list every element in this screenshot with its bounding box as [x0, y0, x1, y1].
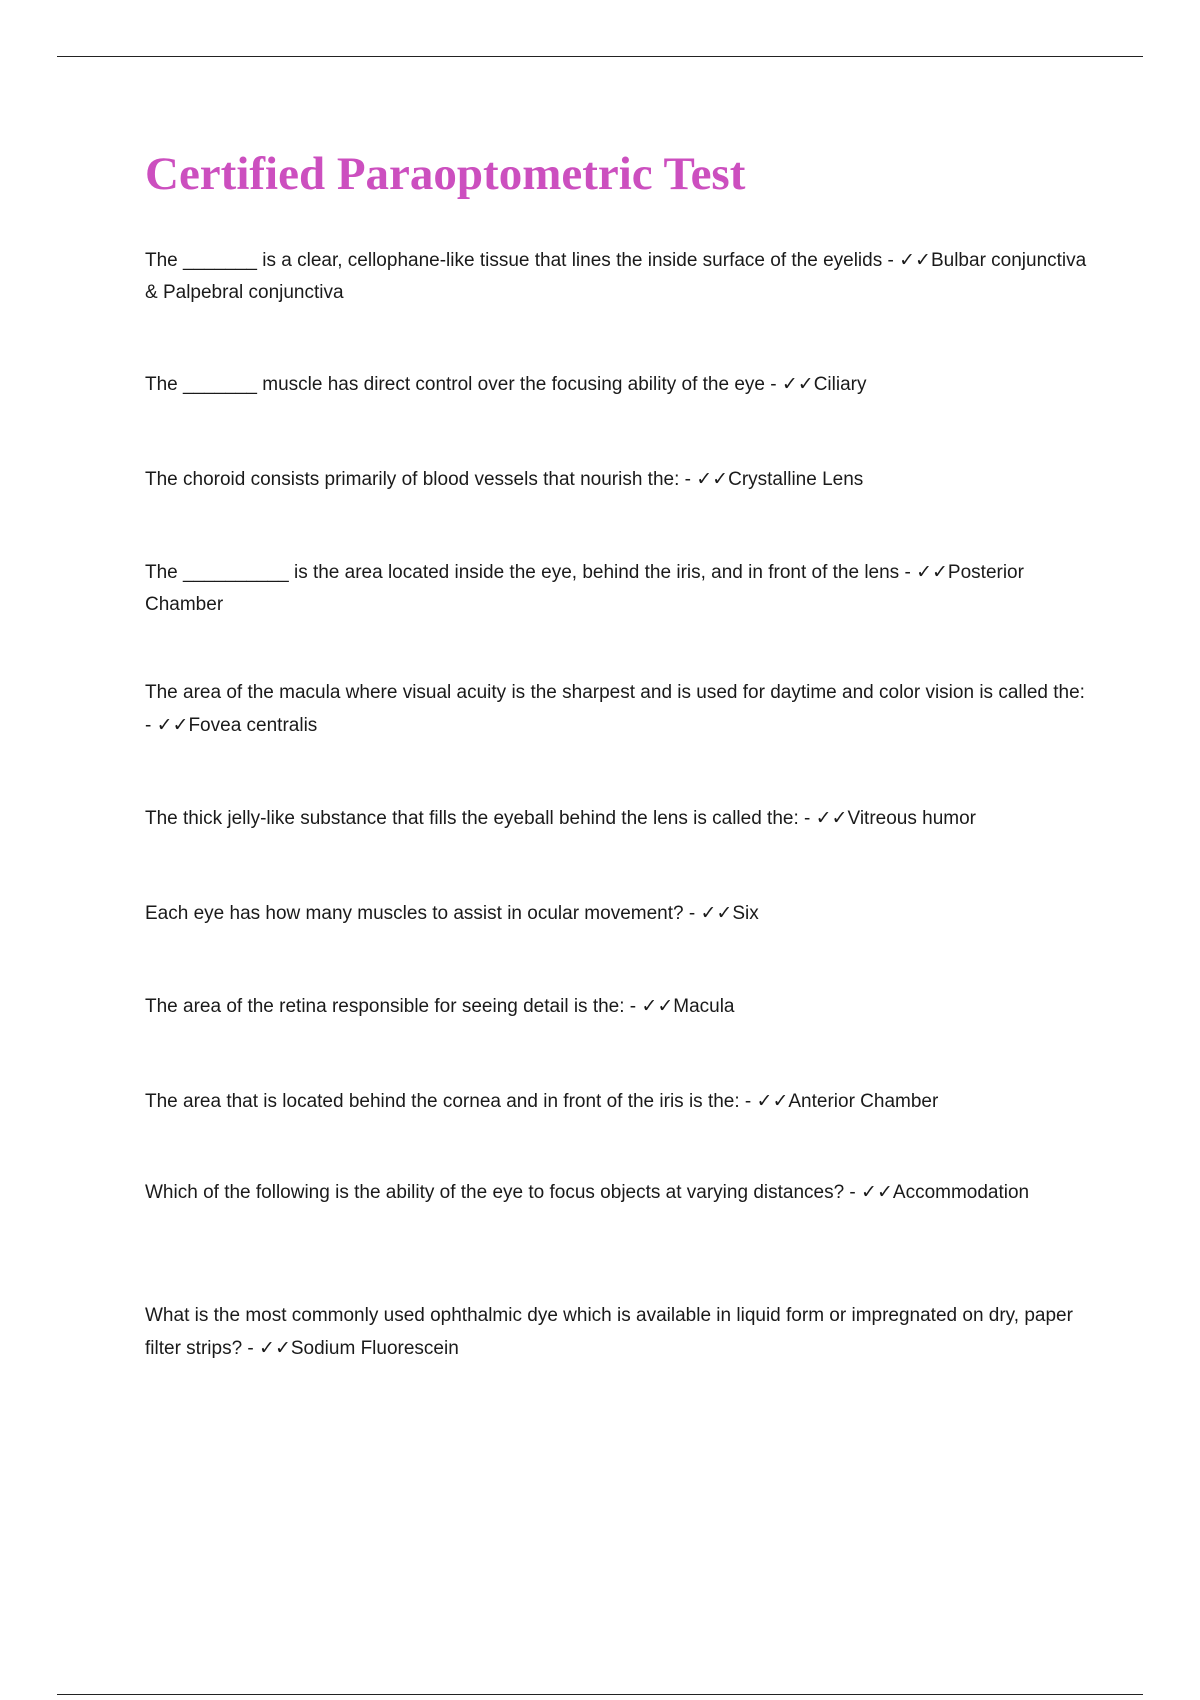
double-check-icon: ✓✓	[861, 1181, 893, 1203]
question-text: The __________ is the area located inside the eye, behind the iris, and in front of the lens -	[145, 562, 911, 583]
qa-item	[145, 244, 1095, 309]
qa-item	[145, 463, 1095, 496]
answer-text: Sodium Fluorescein	[290, 1338, 459, 1359]
answer-text: Six	[732, 903, 759, 924]
qa-item	[145, 802, 1095, 835]
bottom-divider	[57, 1694, 1143, 1695]
double-check-icon: ✓✓	[899, 249, 931, 271]
double-check-icon: ✓✓	[916, 561, 948, 583]
double-check-icon: ✓✓	[259, 1337, 291, 1359]
double-check-icon: ✓✓	[756, 1090, 789, 1112]
double-check-icon: ✓✓	[641, 995, 674, 1017]
top-divider	[57, 56, 1143, 57]
question-text: The area of the retina responsible for seeing detail is the: -	[145, 996, 637, 1017]
question-text: The area that is located behind the cornea and in front of the iris is the: -	[145, 1091, 752, 1112]
question-text: Each eye has how many muscles to assist in ocular movement? -	[145, 903, 696, 924]
qa-item	[145, 556, 1095, 621]
answer-text: Macula	[673, 996, 735, 1017]
qa-item	[145, 897, 1095, 930]
qa-item	[145, 368, 1095, 401]
qa-item	[145, 1176, 1095, 1209]
question-text: The _______ is a clear, cellophane-like tissue that lines the inside surface of the eyelids -	[145, 250, 894, 271]
question-text: What is the most commonly used ophthalmic dye which is available in liquid form or impregnated on dry, paper filter strips? -	[145, 1305, 1073, 1359]
double-check-icon: ✓✓	[696, 468, 729, 490]
double-check-icon: ✓✓	[700, 902, 733, 924]
answer-text: Ciliary	[813, 374, 867, 395]
double-check-icon: ✓✓	[156, 714, 189, 736]
page-title: Certified Paraoptometric Test	[145, 148, 746, 200]
qa-item	[145, 1085, 1095, 1118]
question-text: The choroid consists primarily of blood vessels that nourish the: -	[145, 469, 691, 490]
question-text: Which of the following is the ability of the eye to focus objects at varying distances? -	[145, 1182, 856, 1203]
double-check-icon: ✓✓	[781, 373, 814, 395]
question-text: The _______ muscle has direct control over the focusing ability of the eye -	[145, 374, 777, 395]
answer-text: Anterior Chamber	[788, 1091, 939, 1112]
qa-item	[145, 677, 1095, 742]
qa-item	[145, 1300, 1095, 1365]
question-text: The thick jelly-like substance that fills the eyeball behind the lens is called the: -	[145, 808, 811, 829]
double-check-icon: ✓✓	[815, 807, 848, 829]
answer-text: Vitreous humor	[847, 808, 976, 829]
answer-text: Accommodation	[892, 1182, 1030, 1203]
question-text: The area of the macula where visual acuity is the sharpest and is used for daytime and color vision is called the: -	[145, 682, 1085, 736]
answer-text: Crystalline Lens	[728, 469, 864, 490]
qa-item	[145, 990, 1095, 1023]
answer-text: Fovea centralis	[188, 715, 318, 736]
answer-text: Posterior Chamber	[145, 562, 1024, 615]
answer-text: Bulbar conjunctiva & Palpebral conjunctiva	[145, 250, 1087, 303]
